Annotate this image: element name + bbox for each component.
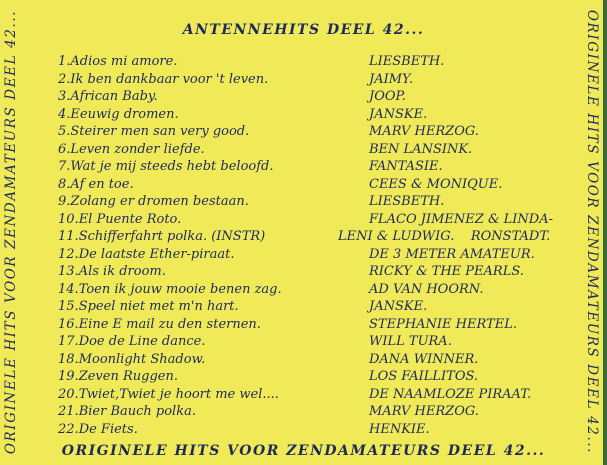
track-title: Eine E mail zu den sternen. — [78, 316, 261, 332]
track-row — [58, 316, 568, 334]
track-artist: JANSKE. — [369, 106, 428, 122]
track-number: 13. — [58, 264, 79, 279]
track-artist: JAIMY. — [369, 71, 414, 87]
track-artist: AD VAN HOORN. — [369, 281, 484, 297]
track-number: 11. — [58, 229, 79, 244]
track-row — [58, 176, 568, 194]
track-number: 20. — [58, 386, 79, 402]
track-row — [58, 228, 568, 246]
track-number: 21. — [58, 404, 79, 419]
track-row — [58, 281, 568, 299]
track-artist: JOOP. — [369, 89, 406, 104]
track-number: 8. — [58, 176, 71, 192]
track-row — [58, 263, 568, 281]
track-title: Zeven Ruggen. — [78, 369, 178, 384]
track-artist: LOS FAILLITOS. — [369, 369, 479, 384]
track-number: 18. — [58, 351, 79, 367]
track-title: Eeuwig dromen. — [70, 106, 179, 122]
track-artist: DE NAAMLOZE PIRAAT. — [369, 386, 532, 402]
track-number: 5. — [58, 124, 71, 139]
track-title: De laatste Ether-piraat. — [78, 246, 235, 262]
track-row — [58, 88, 568, 106]
track-title: Steirer men san very good. — [70, 124, 250, 139]
track-list — [58, 53, 568, 438]
track-title: Wat je mij steeds hebt beloofd. — [70, 159, 274, 174]
track-row — [58, 106, 568, 124]
track-row — [58, 71, 568, 89]
track-title: Bier Bauch polka. — [78, 404, 196, 419]
track-number: 1. — [58, 54, 71, 69]
track-number: 3. — [58, 89, 71, 104]
track-row — [58, 158, 568, 176]
track-row — [58, 53, 568, 71]
track-row — [58, 333, 568, 351]
track-artist: STEPHANIE HERTEL. — [369, 316, 517, 332]
track-number: 10. — [58, 211, 79, 227]
track-artist: HENKIE. — [369, 421, 430, 437]
track-row — [58, 141, 568, 159]
track-title: Schifferfahrt polka. (INSTR) — [78, 229, 266, 244]
track-title: Toen ik jouw mooie benen zag. — [78, 281, 282, 297]
track-title: Doe de Line dance. — [78, 334, 206, 349]
card-edge-divider — [603, 0, 607, 465]
track-number: 9. — [58, 194, 71, 209]
left-spine-text: ORIGINELE HITS VOOR ZENDAMATEURS DEEL 42... — [3, 9, 19, 455]
track-artist: LIESBETH. — [369, 194, 445, 209]
track-artist: DANA WINNER. — [369, 351, 479, 367]
track-number: 12. — [58, 246, 79, 262]
track-artist: RICKY & THE PEARLS. — [369, 264, 524, 279]
track-artist: MARV HERZOG. — [369, 404, 479, 419]
track-title: Als ik droom. — [78, 264, 166, 279]
track-row — [58, 351, 568, 369]
track-number: 17. — [58, 334, 79, 349]
track-artist: WILL TURA. — [369, 334, 452, 349]
track-number: 2. — [58, 71, 71, 87]
track-row — [58, 368, 568, 386]
track-title: Adios mi amore. — [70, 54, 178, 69]
track-row — [58, 298, 568, 316]
track-title: Moonlight Shadow. — [78, 351, 206, 367]
track-number: 7. — [58, 159, 71, 174]
track-title: Leven zonder liefde. — [70, 141, 205, 157]
track-row — [58, 386, 568, 404]
track-row — [58, 403, 568, 421]
track-number: 16. — [58, 316, 79, 332]
track-number: 6. — [58, 141, 71, 157]
track-number: 14. — [58, 281, 79, 297]
track-number: 22. — [58, 421, 79, 437]
track-artist: LENI & LUDWIG. RONSTADT. — [338, 229, 551, 244]
track-row — [58, 193, 568, 211]
track-artist: FANTASIE. — [369, 159, 443, 174]
track-artist: LIESBETH. — [369, 54, 445, 69]
track-artist: CEES & MONIQUE. — [369, 176, 503, 192]
page-title: ANTENNEHITS DEEL 42... — [182, 22, 425, 38]
track-artist: FLACO JIMENEZ & LINDA- — [369, 211, 554, 227]
track-number: 4. — [58, 106, 71, 122]
track-title: Zolang er dromen bestaan. — [70, 194, 249, 209]
track-row — [58, 246, 568, 264]
footer-caption: ORIGINELE HITS VOOR ZENDAMATEURS DEEL 42... — [61, 443, 546, 459]
track-artist: DE 3 METER AMATEUR. — [369, 246, 535, 262]
track-title: Speel niet met m'n hart. — [78, 299, 239, 314]
track-row — [58, 421, 568, 439]
track-title: Twiet,Twiet je hoort me wel.... — [78, 386, 279, 402]
track-title: Af en toe. — [70, 176, 134, 192]
right-spine — [581, 0, 603, 465]
left-spine — [0, 0, 22, 465]
track-row — [58, 211, 568, 229]
track-row — [58, 123, 568, 141]
right-spine-text: ORIGINELE HITS VOOR ZENDAMATEURS DEEL 42... — [584, 9, 600, 455]
track-artist: BEN LANSINK. — [369, 141, 473, 157]
track-title: African Baby. — [70, 89, 158, 104]
track-number: 19. — [58, 369, 79, 384]
track-artist: MARV HERZOG. — [369, 124, 479, 139]
track-artist: JANSKE. — [369, 299, 428, 314]
track-title: El Puente Roto. — [78, 211, 182, 227]
track-title: De Fiets. — [78, 421, 138, 437]
track-title: Ik ben dankbaar voor 't leven. — [70, 71, 269, 87]
track-number: 15. — [58, 299, 79, 314]
